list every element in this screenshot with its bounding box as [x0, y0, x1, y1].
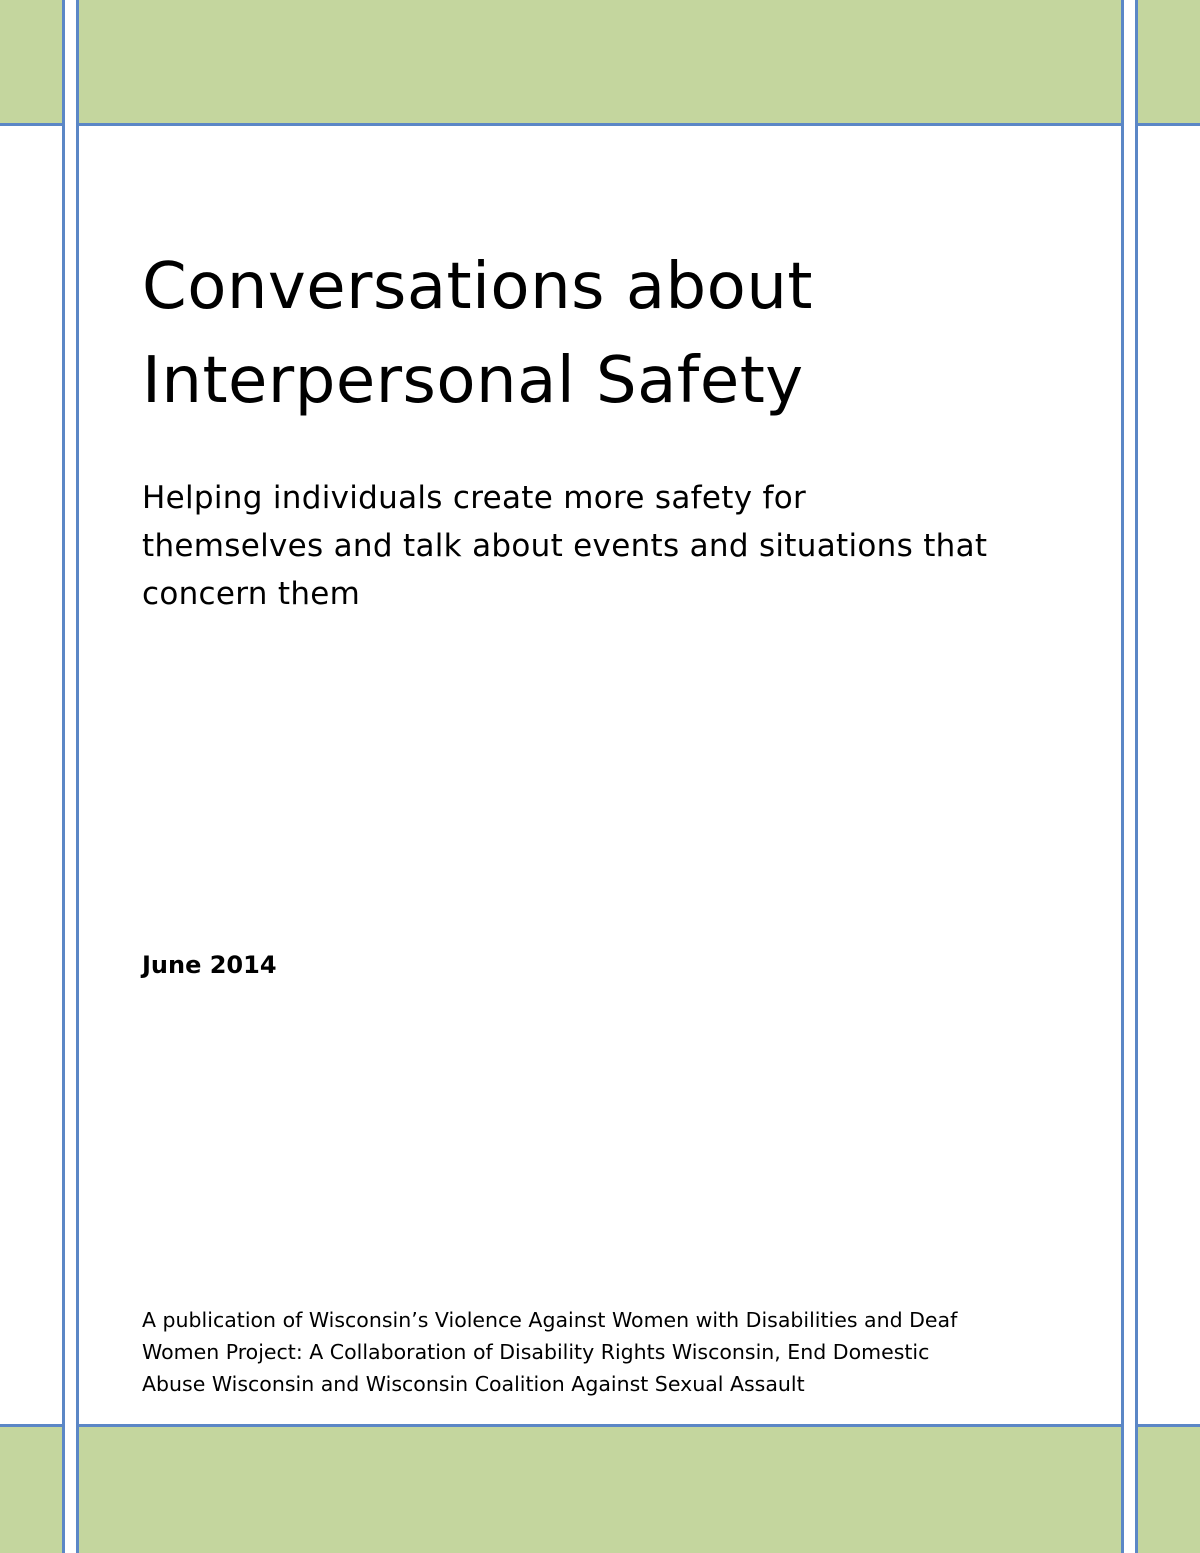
top-center-rule	[77, 123, 1123, 126]
right-inner-rule	[1121, 0, 1124, 1553]
top-right-rule	[1136, 123, 1200, 126]
publication-line-2: Women Project: A Collaboration of Disability Rights Wisconsin, End Domestic	[142, 1340, 930, 1364]
top-right-band	[1137, 0, 1200, 123]
left-inner-rule	[76, 0, 79, 1553]
bottom-left-rule	[0, 1424, 64, 1427]
bottom-right-rule	[1136, 1424, 1200, 1427]
bottom-center-band	[78, 1427, 1121, 1553]
publication-line-3: Abuse Wisconsin and Wisconsin Coalition Against Sexual Assault	[142, 1372, 805, 1396]
left-outer-rule	[62, 0, 65, 1553]
title-line-2: Interpersonal Safety	[142, 344, 804, 418]
bottom-right-band	[1137, 1427, 1200, 1553]
subtitle-line-3: concern them	[142, 576, 361, 612]
top-left-band	[0, 0, 63, 123]
right-outer-rule	[1135, 0, 1138, 1553]
bottom-left-band	[0, 1427, 63, 1553]
bottom-center-rule	[77, 1424, 1123, 1427]
document-subtitle	[142, 474, 1082, 618]
subtitle-line-1: Helping individuals create more safety for	[142, 480, 807, 516]
subtitle-line-2: themselves and talk about events and situations that	[142, 528, 988, 564]
top-left-rule	[0, 123, 64, 126]
document-title	[142, 240, 1102, 428]
publication-date: June 2014	[142, 951, 277, 979]
publication-credit	[142, 1304, 1102, 1400]
top-center-band	[78, 0, 1121, 123]
title-line-1: Conversations about	[142, 250, 813, 324]
publication-line-1: A publication of Wisconsin’s Violence Against Women with Disabilities and Deaf	[142, 1308, 958, 1332]
